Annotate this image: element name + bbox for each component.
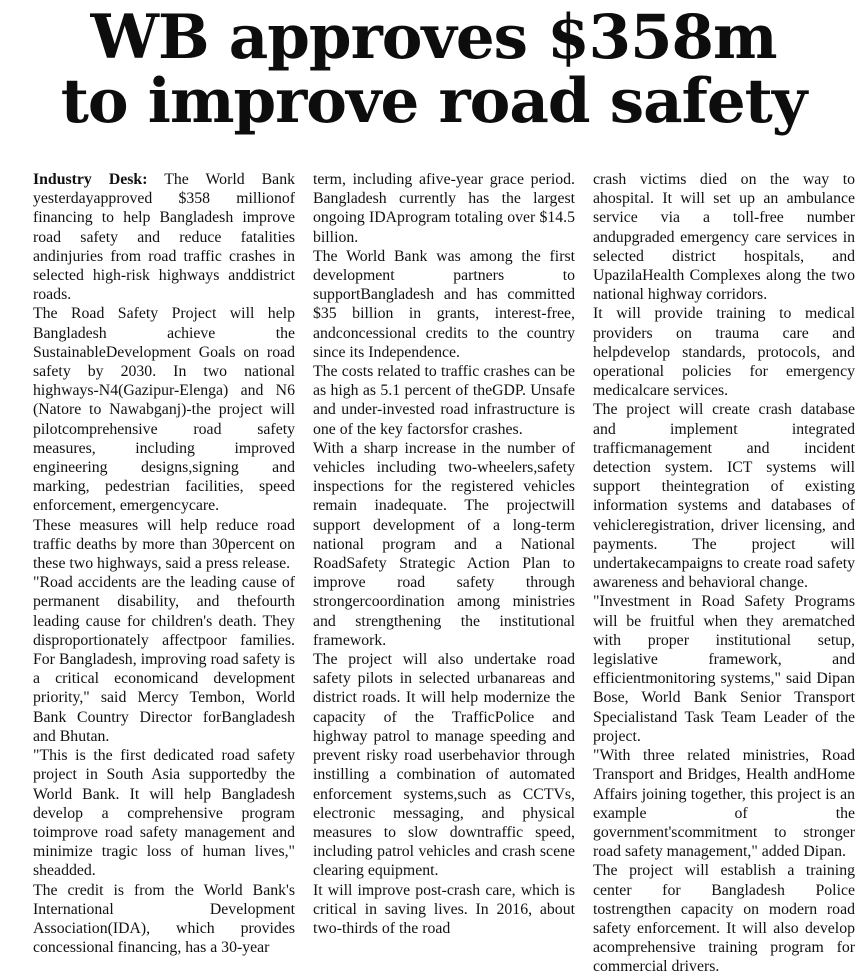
article-column-2	[313, 170, 575, 977]
byline: Industry Desk:	[33, 171, 148, 188]
paragraph: These measures will help reduce road traffic deaths by more than 30percent on these two highways, said a press release.	[33, 516, 295, 573]
paragraph: The credit is from the World Bank's International Development Association(IDA), which provides concessional financing, has a 30-year	[33, 881, 295, 957]
paragraph: "Investment in Road Safety Programs will be fruitful when they arematched with proper institutional setup, legislative framework, and efficientmonitoring systems," said Dipan Bose, World Bank Senior Transport Specialistand Task Team Leader of the project.	[593, 593, 855, 745]
article-body	[33, 170, 855, 977]
paragraph: The costs related to traffic crashes can be as high as 5.1 percent of theGDP. Unsafe and under-invested road infrastructure is one of the key factorsfor crashes.	[313, 363, 575, 438]
paragraph: The Road Safety Project will help Bangladesh achieve the SustainableDevelopment Goals on road safety by 2030. In two national highways-N4(Gazipur-Elenga) and N6 (Natore to Nawabganj)-the project will pilotcomprehensive road safety measures, including improved engineering designs,signing and marking, pedestrian facilities, speed enforcement, emergencycare.	[33, 305, 295, 515]
paragraph: Industry Desk: The World Bank yesterdayapproved $358 millionof financing to help Bangladesh improve road safety and reduce fatalities andinjuries from road traffic crashes in selected high-risk highways anddistrict roads.	[33, 171, 295, 304]
headline-line-1: WB approves $358m	[90, 2, 777, 73]
paragraph: "With three related ministries, Road Transport and Bridges, Health andHome Affairs joining together, this project is an example of the government'scommitment to stronger road safety management," added Dipan.	[593, 747, 855, 861]
paragraph: "This is the first dedicated road safety project in South Asia supportedby the World Bank. It will help Bangladesh develop a comprehensive program toimprove road safety management and minimize tragic loss of human lives," sheadded.	[33, 747, 295, 880]
paragraph: "Road accidents are the leading cause of permanent disability, and thefourth leading cause for children's death. They disproportionately affectpoor families. For Bangladesh, improving road safety is a critical economicand development priority," said Mercy Tembon, World Bank Country Director forBangladesh and Bhutan.	[33, 574, 295, 745]
paragraph: term, including afive-year grace period. Bangladesh currently has the largest ongoing IDAprogram totaling over $14.5 billion.	[313, 171, 575, 246]
paragraph: The World Bank was among the first development partners to supportBangladesh and has committed $35 billion in grants, interest-free, andconcessional credits to the country since its Independence.	[313, 247, 575, 361]
headline	[8, 2, 859, 137]
article-column-1	[33, 170, 295, 977]
headline-line-2: to improve road safety	[60, 66, 807, 137]
paragraph: The project will create crash database and implement integrated trafficmanagement and incident detection system. ICT systems will support theintegration of existing information systems and databases of vehicleregistration, driver licensing, and payments. The project will undertakecampaigns to create road safety awareness and behavioral change.	[593, 401, 855, 592]
paragraph: The project will establish a training center for Bangladesh Police tostrengthen capacity on modern road safety enforcement. It will also develop acomprehensive training program for commercial drivers.	[593, 862, 855, 976]
article-column-3	[593, 170, 855, 977]
paragraph: With a sharp increase in the number of vehicles including two-wheelers,safety inspections for the registered vehicles remain inadequate. The projectwill support development of a long-term national program and a National RoadSafety Strategic Action Plan to improve road safety through strongercoordination among ministries and strengthening the institutional framework.	[313, 439, 575, 649]
paragraph: crash victims died on the way to ahospital. It will set up an ambulance service via a toll-free number andupgraded emergency care services in selected district hospitals, and UpazilaHealth Complexes along the two national highway corridors.	[593, 171, 855, 304]
paragraph: It will improve post-crash care, which is critical in saving lives. In 2016, about two-thirds of the road	[313, 881, 575, 937]
paragraph: The project will also undertake road safety pilots in selected urbanareas and district roads. It will help modernize the capacity of the TrafficPolice and highway patrol to manage speeding and prevent risky road userbehavior through instilling a combination of automated enforcement systems,such as CCTVs, electronic messaging, and physical measures to slow downtraffic speed, including patrol vehicles and crash scene clearing equipment.	[313, 651, 575, 880]
paragraph: It will provide training to medical providers on trauma care and helpdevelop standards, protocols, and operational policies for emergency medicalcare services.	[593, 305, 855, 400]
